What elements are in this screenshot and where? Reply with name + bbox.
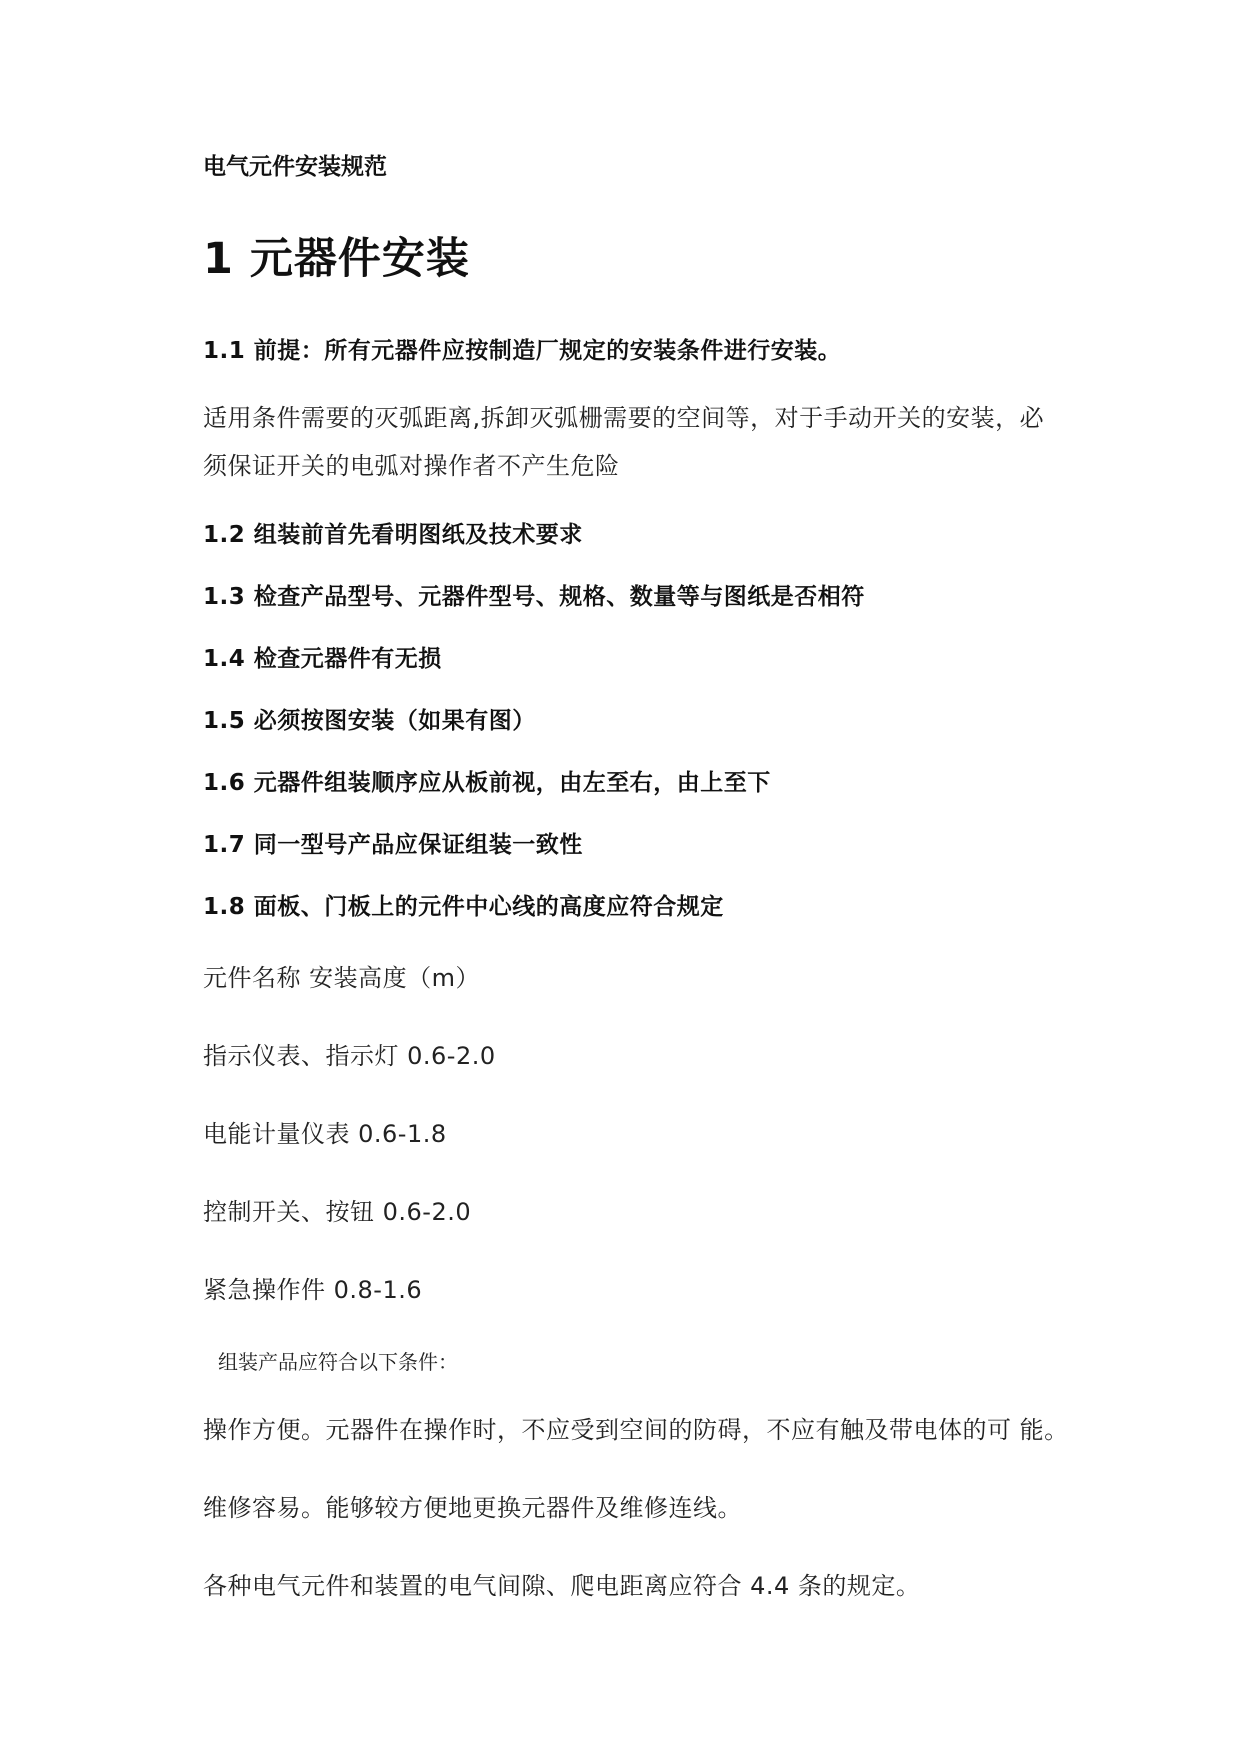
height-table-row: 控制开关、按钮 0.6-2.0 <box>203 1198 472 1226</box>
height-table-row: 紧急操作件 0.8-1.6 <box>203 1276 423 1304</box>
clause-1-7: 1.7 同一型号产品应保证组装一致性 <box>203 832 583 858</box>
assembly-conditions-intro: 组装产品应符合以下条件： <box>218 1350 458 1374</box>
condition-item: 各种电气元件和装置的电气间隙、爬电距离应符合 4.4 条的规定。 <box>203 1572 921 1600</box>
clause-1-8: 1.8 面板、门板上的元件中心线的高度应符合规定 <box>203 894 724 920</box>
clause-1-1: 1.1 前提：所有元器件应按制造厂规定的安装条件进行安装。 <box>203 338 842 364</box>
condition-item: 操作方便。元器件在操作时，不应受到空间的防碍，不应有触及带电体的可 能。 <box>203 1416 1069 1444</box>
clause-1-1-body-line-2: 须保证开关的电弧对操作者不产生危险 <box>203 452 620 480</box>
clause-1-3: 1.3 检查产品型号、元器件型号、规格、数量等与图纸是否相符 <box>203 584 865 610</box>
document-title: 电气元件安装规范 <box>203 154 387 180</box>
condition-item: 维修容易。能够较方便地更换元器件及维修连线。 <box>203 1494 742 1522</box>
clause-1-5: 1.5 必须按图安装（如果有图） <box>203 708 536 734</box>
section-heading: 1 元器件安装 <box>203 234 470 284</box>
clause-1-1-body-line-1: 适用条件需要的灭弧距离,拆卸灭弧栅需要的空间等，对于手动开关的安装，必 <box>203 404 1045 432</box>
height-table-row: 指示仪表、指示灯 0.6-2.0 <box>203 1042 496 1070</box>
clause-1-6: 1.6 元器件组装顺序应从板前视，由左至右，由上至下 <box>203 770 771 796</box>
clause-1-4: 1.4 检查元器件有无损 <box>203 646 442 672</box>
clause-1-2: 1.2 组装前首先看明图纸及技术要求 <box>203 522 583 548</box>
height-table-header: 元件名称 安装高度（m） <box>203 964 481 992</box>
height-table-row: 电能计量仪表 0.6-1.8 <box>203 1120 447 1148</box>
